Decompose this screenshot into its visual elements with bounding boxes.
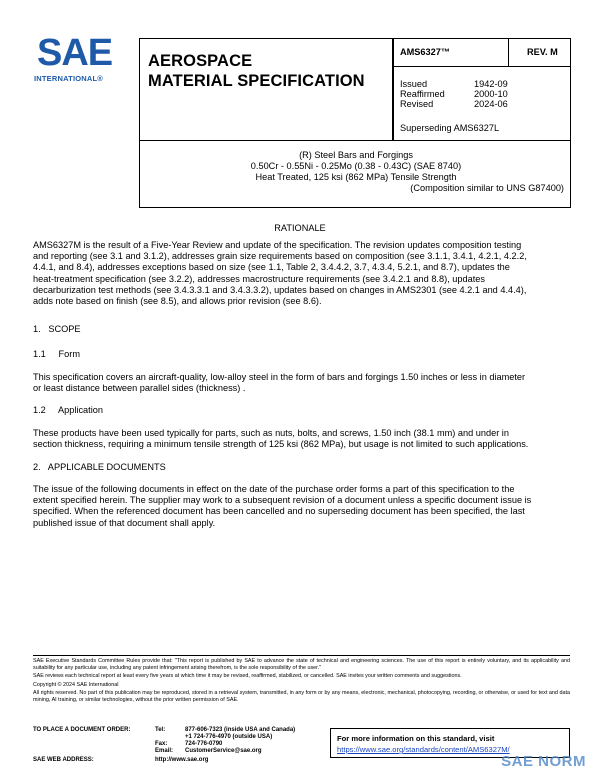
revision-box	[508, 38, 571, 67]
fax-label: Fax:	[155, 741, 168, 747]
rationale-heading: RATIONALE	[274, 223, 326, 233]
revision-label: REV. M	[527, 47, 558, 57]
rationale-line: decarburization test methods (see 3.4.3.3.1 and 3.4.3.3.2), updates based on changes in AMS2301 (see 4.2.1 and 4.4.4),	[33, 284, 527, 295]
reaffirmed-value: 2000-10	[474, 89, 508, 99]
subject-line-2: 0.50Cr - 0.55Ni - 0.25Mo (0.38 - 0.43C) (SAE 8740)	[250, 161, 462, 171]
application-line: These products have been used typically for parts, such as nuts, bolts, and screws, 1.50 inch (38.1 mm) and under in	[33, 428, 509, 438]
rationale-line: 4.4.1, and 8.4), addresses exceptions based on size (see 1.1, Table 2, 3.4.4.2, 3.7, 4.3.4, 5.2.1, and 8.7), updates the	[33, 262, 510, 273]
web-value[interactable]: http://www.sae.org	[155, 757, 209, 763]
form-paragraph	[33, 372, 570, 394]
issued-label: Issued	[400, 79, 428, 89]
application-line: section thickness, requiring a minimum tensile strength of 125 ksi (862 MPa), but usage is not limited to such applications.	[33, 439, 529, 450]
doc-number-box	[393, 38, 509, 67]
watermark-logo: SAE NORM	[501, 753, 586, 770]
subject-line-3: Heat Treated, 125 ksi (862 MPa) Tensile Strength	[255, 172, 457, 182]
info-link[interactable]: https://www.sae.org/standards/content/AMS6327M/	[337, 745, 510, 754]
applicable-line: published issue of that document shall apply.	[33, 517, 216, 528]
footer-review: SAE reviews each technical report at least every five years at which time it may be revised, reaffirmed, stabilized, or cancelled. SAE invites your written comments and suggestions.	[33, 673, 462, 680]
fax-value: 724-776-0790	[185, 741, 223, 747]
order-label: TO PLACE A DOCUMENT ORDER:	[33, 727, 131, 733]
rationale-line: and reporting (see 3.1 and 3.1.2), addresses grain size requirements based on composition (see 3.1.1, 3.4.1, 4.2.1, 4.2.2,	[33, 251, 527, 262]
title-line-1: AEROSPACE	[148, 52, 253, 70]
doc-number: AMS6327™	[400, 47, 451, 57]
applicable-line: specified. When the referenced document has been cancelled and no superseding document has been specified, the last	[33, 506, 525, 517]
footer-notes	[33, 658, 570, 704]
issued-value: 1942-09	[474, 79, 508, 89]
footer-divider	[33, 655, 570, 656]
applicable-paragraph	[33, 484, 570, 529]
applicable-line: The issue of the following documents in effect on the date of the purchase order forms a part of this specification to the	[33, 484, 515, 494]
application-heading: 1.2 Application	[33, 405, 103, 415]
footer-copyright: Copyright © 2024 SAE International	[33, 681, 119, 688]
footer-rights: All rights reserved. No part of this publication may be reproduced, stored in a retrieval system, transmitted, in any form or by any means, electronic, mechanical, photocopying, recording, or otherwise, or used for text and data mining, AI training, or similar technologies, without the prior written permission of SAE.	[33, 690, 570, 703]
email-value: CustomerService@sae.org	[185, 748, 262, 754]
tel2-value: +1 724-776-4970 (outside USA)	[185, 734, 273, 740]
tel-value: 877-606-7323 (inside USA and Canada)	[185, 727, 296, 733]
applicable-heading: 2. APPLICABLE DOCUMENTS	[33, 462, 166, 472]
applicable-line: extent specified herein. The supplier may work to a subsequent revision of a document unless a specific document issue is	[33, 495, 532, 506]
dates-box	[393, 66, 571, 141]
reaffirmed-label: Reaffirmed	[400, 89, 445, 99]
superseding-note: Superseding AMS6327L	[400, 123, 500, 133]
title-line-2: MATERIAL SPECIFICATION	[148, 72, 365, 90]
rationale-paragraph	[33, 240, 570, 307]
subject-box	[139, 140, 571, 208]
sae-logo: SAE	[37, 32, 113, 74]
web-label: SAE WEB ADDRESS:	[33, 757, 94, 763]
scope-heading: 1. SCOPE	[33, 324, 81, 334]
rationale-line: AMS6327M is the result of a Five-Year Review and update of the specification. The revision updates composition testing	[33, 240, 522, 250]
sae-logo-international: INTERNATIONAL®	[34, 74, 104, 83]
form-line: or least distance between parallel sides (thickness) .	[33, 383, 246, 394]
application-paragraph	[33, 428, 570, 450]
email-label: Email:	[155, 748, 174, 754]
revised-value: 2024-06	[474, 99, 508, 109]
form-heading: 1.1 Form	[33, 349, 80, 359]
rationale-line: heat-treatment specification (see 3.2.2), addresses macrostructure requirements (see 3.4.2.1 and 8.8), updates	[33, 273, 485, 284]
form-line: This specification covers an aircraft-quality, low-alloy steel in the form of bars and forgings 1.50 inches or less in diameter	[33, 372, 526, 382]
info-title: For more information on this standard, visit	[337, 734, 495, 743]
subject-line-4: (Composition similar to UNS G87400)	[410, 183, 564, 193]
document-title	[148, 51, 365, 91]
tel-label: Tel:	[155, 727, 166, 733]
footer-rules: SAE Executive Standards Committee Rules provide that: "This report is published by SAE to advance the state of technical and engineering sciences. The use of this report is entirely voluntary, and its applicability and suitability for any particular use, including any patent infringement arising therefrom, is the sole responsibility of the user."	[33, 658, 570, 671]
subject-line-1: (R) Steel Bars and Forgings	[299, 150, 413, 160]
rationale-line: adds note based on finish (see 8.5), and allows prior revision (see 8.6).	[33, 296, 322, 307]
revised-label: Revised	[400, 99, 434, 109]
